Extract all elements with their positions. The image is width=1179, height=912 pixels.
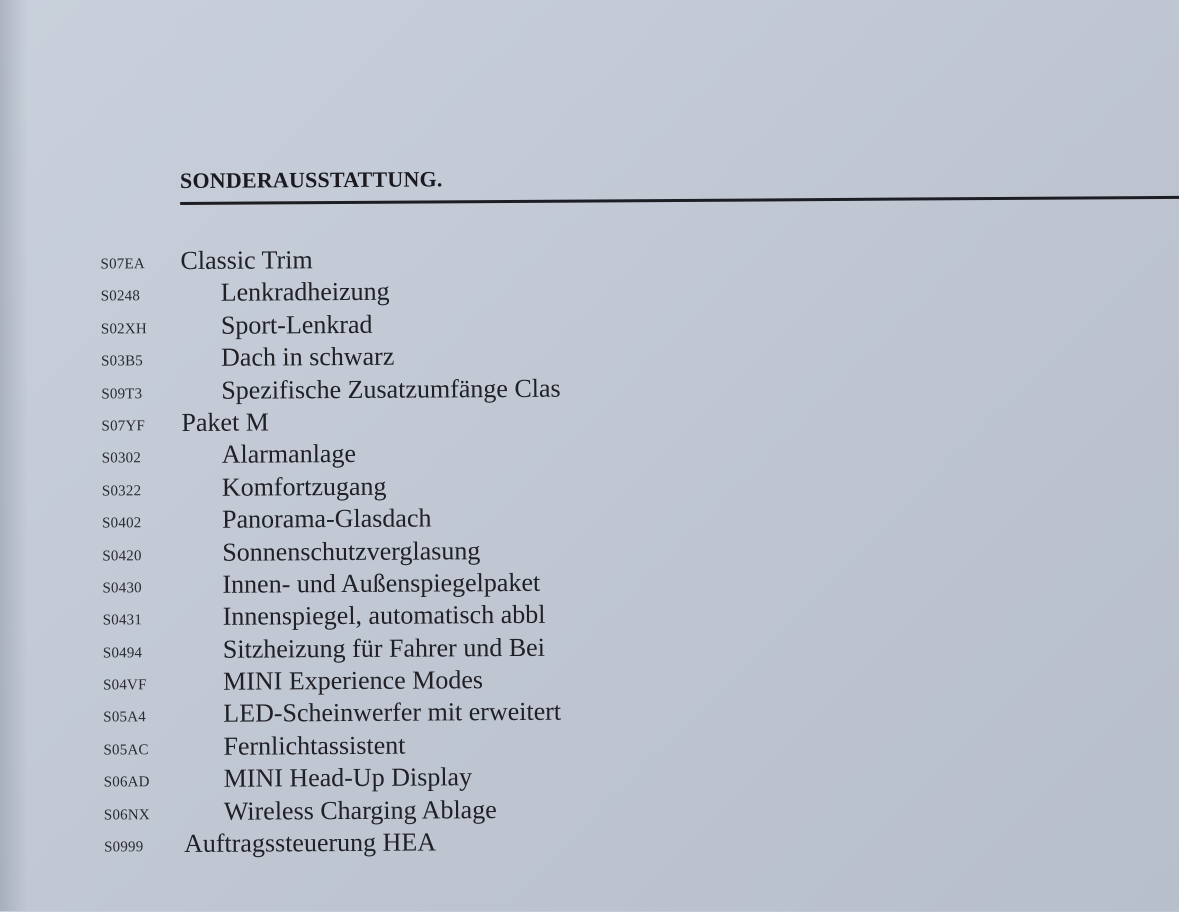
option-code: S03B5 xyxy=(101,353,144,370)
option-code: S0431 xyxy=(102,612,143,629)
option-code: S0420 xyxy=(102,547,142,564)
option-label: Alarmanlage xyxy=(221,439,357,470)
option-code: S0430 xyxy=(102,580,142,597)
option-code: S0302 xyxy=(101,450,142,467)
option-label: Innenspiegel, automatisch abbl xyxy=(222,600,546,632)
option-code: S04VF xyxy=(103,677,147,694)
option-label: Auftragssteuerung HEA xyxy=(183,827,437,859)
option-label: Dach in schwarz xyxy=(220,341,395,372)
option-label: Panorama-Glasdach xyxy=(221,503,432,534)
option-label: LED-Scheinwerfer mit erweitert xyxy=(223,697,562,729)
option-code: S05A4 xyxy=(103,709,147,726)
list-item xyxy=(4,823,1179,863)
option-code: S09T3 xyxy=(101,385,143,403)
option-label: Sonnenschutzverglasung xyxy=(222,535,481,567)
option-code: S05AC xyxy=(103,742,149,759)
option-code: S07YF xyxy=(101,418,146,435)
option-code: S06AD xyxy=(103,774,150,791)
option-label: MINI Head-Up Display xyxy=(223,762,473,793)
option-label: Lenkradheizung xyxy=(220,277,390,308)
option-label: Sitzheizung für Fahrer und Bei xyxy=(222,632,545,664)
option-label: Wireless Charging Ablage xyxy=(223,794,497,826)
section-title: SONDERAUSSTATTUNG. xyxy=(179,166,443,193)
option-code: S0494 xyxy=(102,644,143,662)
option-code: S06NX xyxy=(103,806,150,824)
option-code: S0322 xyxy=(101,482,142,500)
option-label: Classic Trim xyxy=(180,245,313,275)
option-label: Fernlichtassistent xyxy=(223,730,406,761)
option-label: Sport-Lenkrad xyxy=(220,309,373,340)
option-code: S02XH xyxy=(100,320,147,338)
option-label: MINI Experience Modes xyxy=(222,665,484,696)
option-label: Innen- und Außenspiegelpaket xyxy=(222,567,541,599)
option-label: Paket M xyxy=(181,407,269,437)
option-code: S0402 xyxy=(102,515,142,532)
option-code: S0248 xyxy=(100,288,141,305)
option-label: Spezifische Zusatzumfänge Clas xyxy=(221,373,561,405)
title-rule xyxy=(180,196,1179,205)
option-code: S07EA xyxy=(100,256,145,273)
option-code: S0999 xyxy=(104,839,144,856)
equipment-list xyxy=(0,240,1179,863)
option-label: Komfortzugang xyxy=(221,471,387,502)
